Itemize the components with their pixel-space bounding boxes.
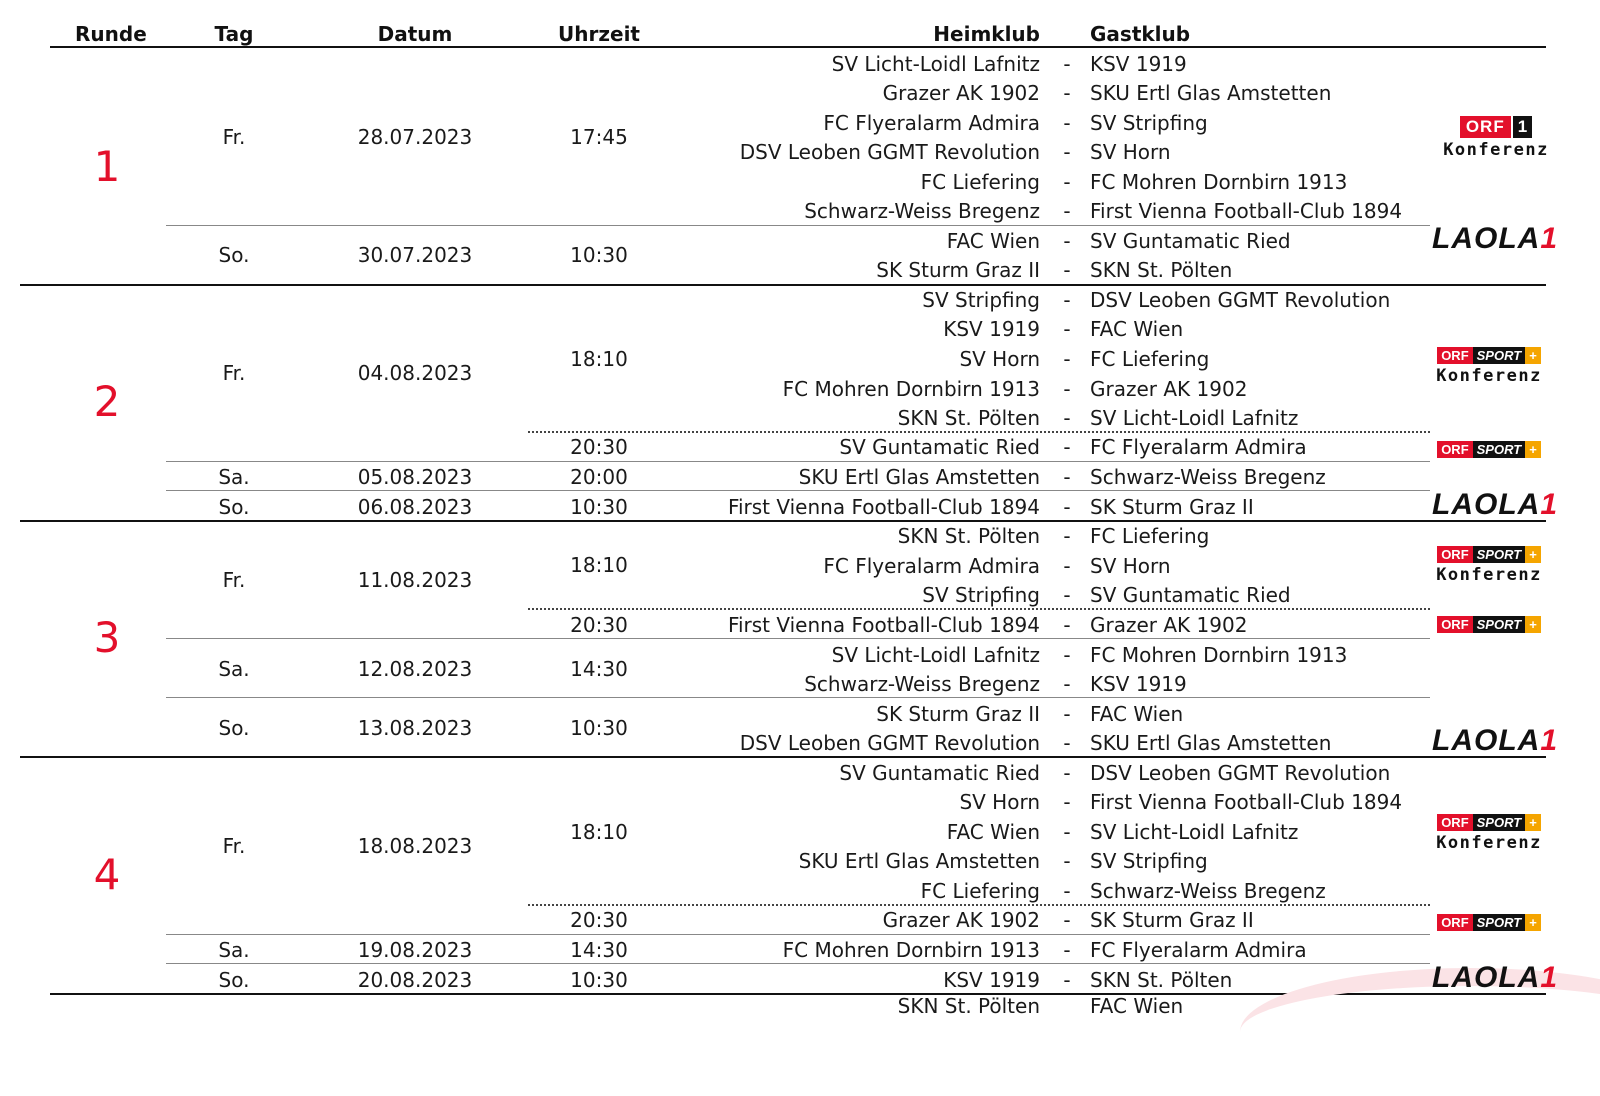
orf1-konferenz-logo: ORF 1 Konferenz xyxy=(1443,117,1549,160)
match-separator: - xyxy=(1063,465,1071,489)
away-team: FC Liefering xyxy=(1090,347,1210,371)
home-team: SV Horn xyxy=(959,790,1040,814)
slot-day: Sa. xyxy=(218,465,250,489)
row-divider xyxy=(166,963,1430,964)
orf-sport-plus-logo: ORF SPORT + xyxy=(1430,439,1548,458)
home-team: Grazer AK 1902 xyxy=(882,81,1040,105)
home-team: SV Stripfing xyxy=(922,288,1040,312)
match-separator: - xyxy=(1063,554,1071,578)
match-separator: - xyxy=(1063,170,1071,194)
home-team: FC Flyeralarm Admira xyxy=(823,111,1040,135)
home-team: FC Mohren Dornbirn 1913 xyxy=(782,377,1040,401)
away-team: SV Stripfing xyxy=(1090,849,1208,873)
away-team: Schwarz-Weiss Bregenz xyxy=(1090,879,1326,903)
time-divider xyxy=(528,608,1430,610)
partial-home-team: SKN St. Pölten xyxy=(897,994,1040,1018)
slot-time: 20:00 xyxy=(570,465,628,489)
match-separator: - xyxy=(1063,288,1071,312)
home-team: FAC Wien xyxy=(946,229,1040,253)
match-separator: - xyxy=(1063,879,1071,903)
away-team: FC Liefering xyxy=(1090,524,1210,548)
match-separator: - xyxy=(1063,849,1071,873)
row-divider xyxy=(166,697,1430,698)
match-separator: - xyxy=(1063,495,1071,519)
slot-time: 18:10 xyxy=(570,553,628,577)
slot-day: Fr. xyxy=(222,568,246,592)
home-team: FAC Wien xyxy=(946,820,1040,844)
match-separator: - xyxy=(1063,435,1071,459)
slot-time: 10:30 xyxy=(570,968,628,992)
round-number: 2 xyxy=(93,377,121,426)
slot-day: Fr. xyxy=(222,361,246,385)
home-team: SKU Ertl Glas Amstetten xyxy=(798,849,1040,873)
slot-date: 18.08.2023 xyxy=(357,834,473,858)
orf-sport-plus-logo: ORF SPORT + xyxy=(1430,912,1548,931)
row-divider xyxy=(166,225,1430,226)
slot-time: 10:30 xyxy=(570,495,628,519)
match-separator: - xyxy=(1063,968,1071,992)
laola1-logo: LAOLA1 xyxy=(1432,724,1559,757)
home-team: Grazer AK 1902 xyxy=(882,908,1040,932)
match-separator: - xyxy=(1063,111,1071,135)
slot-date: 06.08.2023 xyxy=(357,495,473,519)
away-team: KSV 1919 xyxy=(1090,52,1187,76)
slot-day: So. xyxy=(218,968,250,992)
home-team: SV Stripfing xyxy=(922,583,1040,607)
home-team: SK Sturm Graz II xyxy=(876,702,1040,726)
round-divider xyxy=(20,520,1546,522)
away-team: DSV Leoben GGMT Revolution xyxy=(1090,288,1391,312)
header-gastklub: Gastklub xyxy=(1090,22,1191,46)
away-team: SV Licht-Loidl Lafnitz xyxy=(1090,406,1299,430)
match-separator: - xyxy=(1063,140,1071,164)
away-team: FAC Wien xyxy=(1090,702,1184,726)
match-separator: - xyxy=(1063,52,1071,76)
match-separator: - xyxy=(1063,908,1071,932)
header-datum: Datum xyxy=(377,22,453,46)
slot-time: 14:30 xyxy=(570,938,628,962)
slot-time: 10:30 xyxy=(570,716,628,740)
home-team: First Vienna Football-Club 1894 xyxy=(727,495,1040,519)
away-team: First Vienna Football-Club 1894 xyxy=(1090,199,1403,223)
header-uhrzeit: Uhrzeit xyxy=(558,22,640,46)
slot-day: So. xyxy=(218,243,250,267)
slot-date: 11.08.2023 xyxy=(357,568,473,592)
slot-time: 18:10 xyxy=(570,347,628,371)
away-team: Schwarz-Weiss Bregenz xyxy=(1090,465,1326,489)
match-separator: - xyxy=(1063,643,1071,667)
away-team: SKN St. Pölten xyxy=(1090,968,1233,992)
match-separator: - xyxy=(1063,347,1071,371)
match-separator: - xyxy=(1063,731,1071,755)
home-team: SKN St. Pölten xyxy=(897,524,1040,548)
partial-away-team: FAC Wien xyxy=(1090,994,1184,1018)
slot-day: Fr. xyxy=(222,834,246,858)
match-separator: - xyxy=(1063,790,1071,814)
away-team: SV Horn xyxy=(1090,140,1171,164)
slot-time: 18:10 xyxy=(570,820,628,844)
header-rule xyxy=(50,46,1546,48)
away-team: SV Guntamatic Ried xyxy=(1090,583,1291,607)
match-separator: - xyxy=(1063,820,1071,844)
slot-date: 12.08.2023 xyxy=(357,657,473,681)
slot-day: Sa. xyxy=(218,657,250,681)
slot-date: 28.07.2023 xyxy=(357,125,473,149)
slot-day: Fr. xyxy=(222,125,246,149)
home-team: Schwarz-Weiss Bregenz xyxy=(804,199,1040,223)
away-team: Grazer AK 1902 xyxy=(1090,377,1248,401)
laola1-logo: LAOLA1 xyxy=(1432,488,1559,521)
away-team: SV Guntamatic Ried xyxy=(1090,229,1291,253)
away-team: SV Licht-Loidl Lafnitz xyxy=(1090,820,1299,844)
away-team: FC Flyeralarm Admira xyxy=(1090,938,1307,962)
away-team: Grazer AK 1902 xyxy=(1090,613,1248,637)
round-divider xyxy=(20,284,1546,286)
away-team: SKN St. Pölten xyxy=(1090,258,1233,282)
row-divider xyxy=(166,638,1430,639)
home-team: SK Sturm Graz II xyxy=(876,258,1040,282)
away-team: FC Flyeralarm Admira xyxy=(1090,435,1307,459)
slot-date: 13.08.2023 xyxy=(357,716,473,740)
slot-date: 19.08.2023 xyxy=(357,938,473,962)
round-divider xyxy=(20,756,1546,758)
header-tag: Tag xyxy=(214,22,254,46)
laola1-logo: LAOLA1 xyxy=(1432,222,1559,255)
slot-time: 10:30 xyxy=(570,243,628,267)
time-divider xyxy=(528,431,1430,433)
row-divider xyxy=(166,490,1430,491)
slot-day: So. xyxy=(218,716,250,740)
slot-day: So. xyxy=(218,495,250,519)
home-team: SKU Ertl Glas Amstetten xyxy=(798,465,1040,489)
home-team: SKN St. Pölten xyxy=(897,406,1040,430)
home-team: KSV 1919 xyxy=(943,317,1040,341)
orf-sport-plus-logo: ORF SPORT + xyxy=(1430,614,1548,633)
home-team: FC Flyeralarm Admira xyxy=(823,554,1040,578)
laola1-logo: LAOLA1 xyxy=(1432,961,1559,994)
away-team: KSV 1919 xyxy=(1090,672,1187,696)
away-team: SV Horn xyxy=(1090,554,1171,578)
home-team: SV Licht-Loidl Lafnitz xyxy=(831,643,1040,667)
match-separator: - xyxy=(1063,702,1071,726)
match-separator: - xyxy=(1063,583,1071,607)
home-team: FC Mohren Dornbirn 1913 xyxy=(782,938,1040,962)
away-team: SK Sturm Graz II xyxy=(1090,495,1254,519)
home-team: DSV Leoben GGMT Revolution xyxy=(739,731,1040,755)
away-team: SKU Ertl Glas Amstetten xyxy=(1090,81,1332,105)
home-team: FC Liefering xyxy=(920,170,1040,194)
row-divider xyxy=(166,461,1430,462)
round-number: 4 xyxy=(93,850,121,899)
slot-date: 30.07.2023 xyxy=(357,243,473,267)
slot-time: 20:30 xyxy=(570,908,628,932)
slot-date: 05.08.2023 xyxy=(357,465,473,489)
away-team: FC Mohren Dornbirn 1913 xyxy=(1090,170,1348,194)
orf-sport-plus-konferenz-logo: ORF SPORT + Konferenz xyxy=(1436,815,1542,853)
match-separator: - xyxy=(1063,317,1071,341)
slot-day: Sa. xyxy=(218,938,250,962)
match-separator: - xyxy=(1063,81,1071,105)
match-separator: - xyxy=(1063,761,1071,785)
away-team: SV Stripfing xyxy=(1090,111,1208,135)
away-team: DSV Leoben GGMT Revolution xyxy=(1090,761,1391,785)
orf-sport-plus-konferenz-logo: ORF SPORT + Konferenz xyxy=(1436,547,1542,585)
home-team: FC Liefering xyxy=(920,879,1040,903)
home-team: DSV Leoben GGMT Revolution xyxy=(739,140,1040,164)
time-divider xyxy=(528,904,1430,906)
match-separator: - xyxy=(1063,672,1071,696)
slot-date: 20.08.2023 xyxy=(357,968,473,992)
home-team: SV Guntamatic Ried xyxy=(839,761,1040,785)
slot-time: 17:45 xyxy=(570,125,628,149)
round-number: 3 xyxy=(93,613,121,662)
row-divider xyxy=(166,934,1430,935)
match-separator: - xyxy=(1063,377,1071,401)
away-team: First Vienna Football-Club 1894 xyxy=(1090,790,1403,814)
home-team: SV Guntamatic Ried xyxy=(839,435,1040,459)
slot-date: 04.08.2023 xyxy=(357,361,473,385)
slot-time: 20:30 xyxy=(570,613,628,637)
match-separator: - xyxy=(1063,258,1071,282)
round-number: 1 xyxy=(93,142,121,191)
header-runde: Runde xyxy=(75,22,147,46)
home-team: SV Horn xyxy=(959,347,1040,371)
home-team: SV Licht-Loidl Lafnitz xyxy=(831,52,1040,76)
away-team: SK Sturm Graz II xyxy=(1090,908,1254,932)
slot-time: 14:30 xyxy=(570,657,628,681)
match-separator: - xyxy=(1063,938,1071,962)
match-separator: - xyxy=(1063,524,1071,548)
away-team: FAC Wien xyxy=(1090,317,1184,341)
match-separator: - xyxy=(1063,613,1071,637)
match-separator: - xyxy=(1063,229,1071,253)
match-separator: - xyxy=(1063,199,1071,223)
orf-sport-plus-konferenz-logo: ORF SPORT + Konferenz xyxy=(1436,348,1542,386)
away-team: SKU Ertl Glas Amstetten xyxy=(1090,731,1332,755)
slot-time: 20:30 xyxy=(570,435,628,459)
home-team: Schwarz-Weiss Bregenz xyxy=(804,672,1040,696)
home-team: First Vienna Football-Club 1894 xyxy=(727,613,1040,637)
away-team: FC Mohren Dornbirn 1913 xyxy=(1090,643,1348,667)
home-team: KSV 1919 xyxy=(943,968,1040,992)
header-heimklub: Heimklub xyxy=(933,22,1040,46)
match-separator: - xyxy=(1063,406,1071,430)
